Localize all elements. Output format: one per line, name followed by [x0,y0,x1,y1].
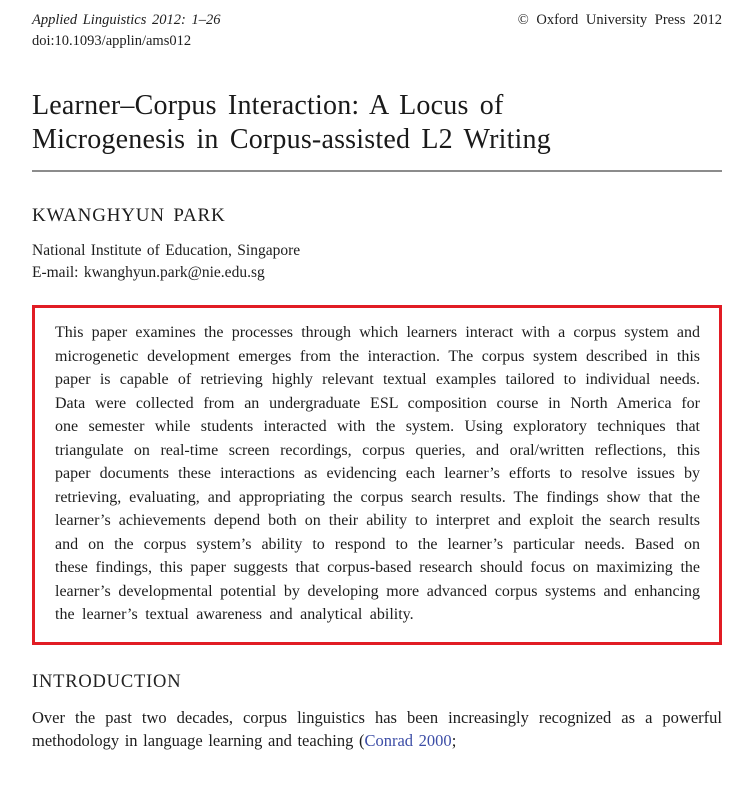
paper-title-line2: Microgenesis in Corpus-assisted L2 Writing [32,124,551,155]
intro-paragraph [32,706,722,752]
intro-paragraph-text-after: ; [451,730,457,750]
paper-title-line1: Learner–Corpus Interaction: A Locus of [32,90,504,121]
citation-link-conrad-2000[interactable]: Conrad 2000 [364,730,452,750]
author-name: KWANGHYUN PARK [32,205,226,226]
journal-citation: Applied Linguistics 2012: 1–26 [32,12,221,28]
journal-header-left [32,10,220,52]
paper-title [32,89,722,157]
doi-line: doi:10.1093/applin/ams012 [32,33,192,49]
intro-paragraph-text: Over the past two decades, corpus linguistics has been increasingly recognized as a powerful methodology in language learning and teaching ( [32,707,722,750]
copyright-notice: © Oxford University Press 2012 [517,12,722,28]
author-info-block [32,240,722,284]
title-divider [32,170,722,172]
abstract-text: This paper examines the processes through which learners interact with a corpus system and microgenetic development emerges from the interaction. The corpus system described in this paper is capable of retrieving highly relevant textual examples tailored to individual needs. Data were collected from an undergraduate ESL composition course in North America for one semester while students interacted with the system. Using exploratory techniques that triangulate on real-time screen recordings, corpus queries, and oral/written reflections, this paper documents these interactions as evidencing each learner’s efforts to resolve issues by retrieving, evaluating, and appropriating the corpus search results. The findings show that the learner’s achievements depend both on their ability to interpret and exploit the search results and on the corpus system’s ability to respond to the learner’s particular needs. Based on these findings, this paper suggests that corpus-based research should focus on maximizing the learner’s developmental potential by developing more advanced corpus systems and enhancing the learner’s textual awareness and analytical ability. [55,324,700,623]
abstract-box [32,305,722,645]
author-email: E-mail: kwanghyun.park@nie.edu.sg [32,264,265,281]
introduction-heading: INTRODUCTION [32,671,182,692]
journal-header [32,10,722,52]
author-affiliation: National Institute of Education, Singapore [32,242,301,259]
